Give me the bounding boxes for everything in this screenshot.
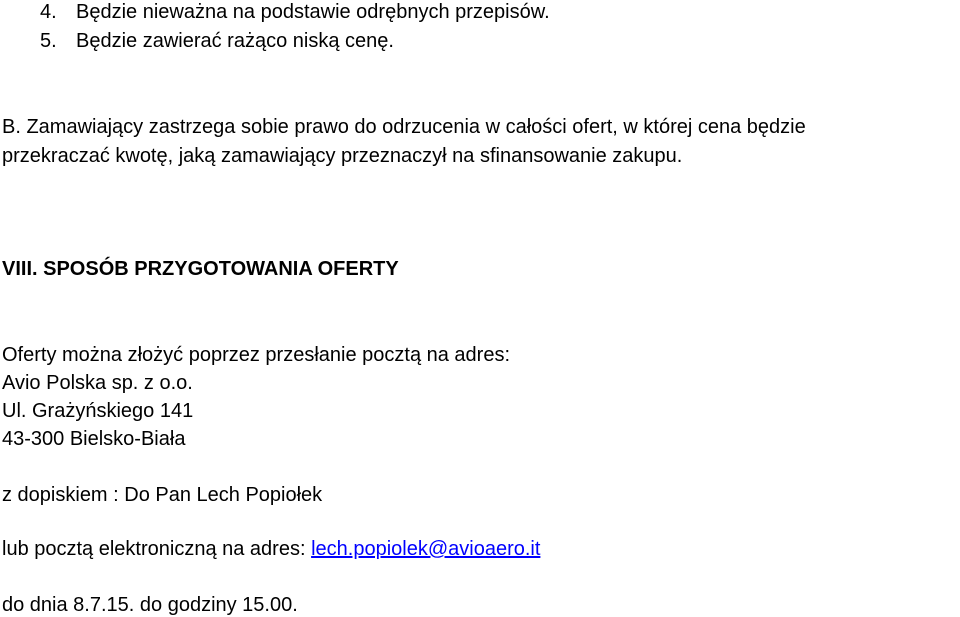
email-line xyxy=(2,537,540,561)
deadline: do dnia 8.7.15. do godziny 15.00. xyxy=(2,594,298,616)
clause-b-line-2: przekraczać kwotę, jaką zamawiający przeznaczył na sfinansowanie zakupu. xyxy=(2,145,683,167)
list-item-4 xyxy=(40,0,550,24)
list-item-text: Będzie nieważna na podstawie odrębnych przepisów. xyxy=(76,1,550,23)
address-company: Avio Polska sp. z o.o. xyxy=(2,372,193,394)
email-link[interactable]: lech.popiolek@avioaero.it xyxy=(311,538,541,560)
clause-b-line-1: B. Zamawiający zastrzega sobie prawo do odrzucenia w całości ofert, w której cena będzie xyxy=(2,116,806,138)
address-street: Ul. Grażyńskiego 141 xyxy=(2,400,194,422)
recipient-note: z dopiskiem : Do Pan Lech Popiołek xyxy=(2,484,323,506)
section-heading: VIII. SPOSÓB PRZYGOTOWANIA OFERTY xyxy=(2,258,399,280)
list-item-5 xyxy=(40,29,394,53)
list-item-number: 4. xyxy=(40,1,57,23)
list-item-text: Będzie zawierać rażąco niską cenę. xyxy=(76,30,394,52)
list-item-number: 5. xyxy=(40,30,57,52)
address-city: 43-300 Bielsko-Biała xyxy=(2,428,186,450)
email-prefix: lub pocztą elektroniczną na adres: xyxy=(2,538,312,560)
offer-intro: Oferty można złożyć poprzez przesłanie pocztą na adres: xyxy=(2,344,511,366)
